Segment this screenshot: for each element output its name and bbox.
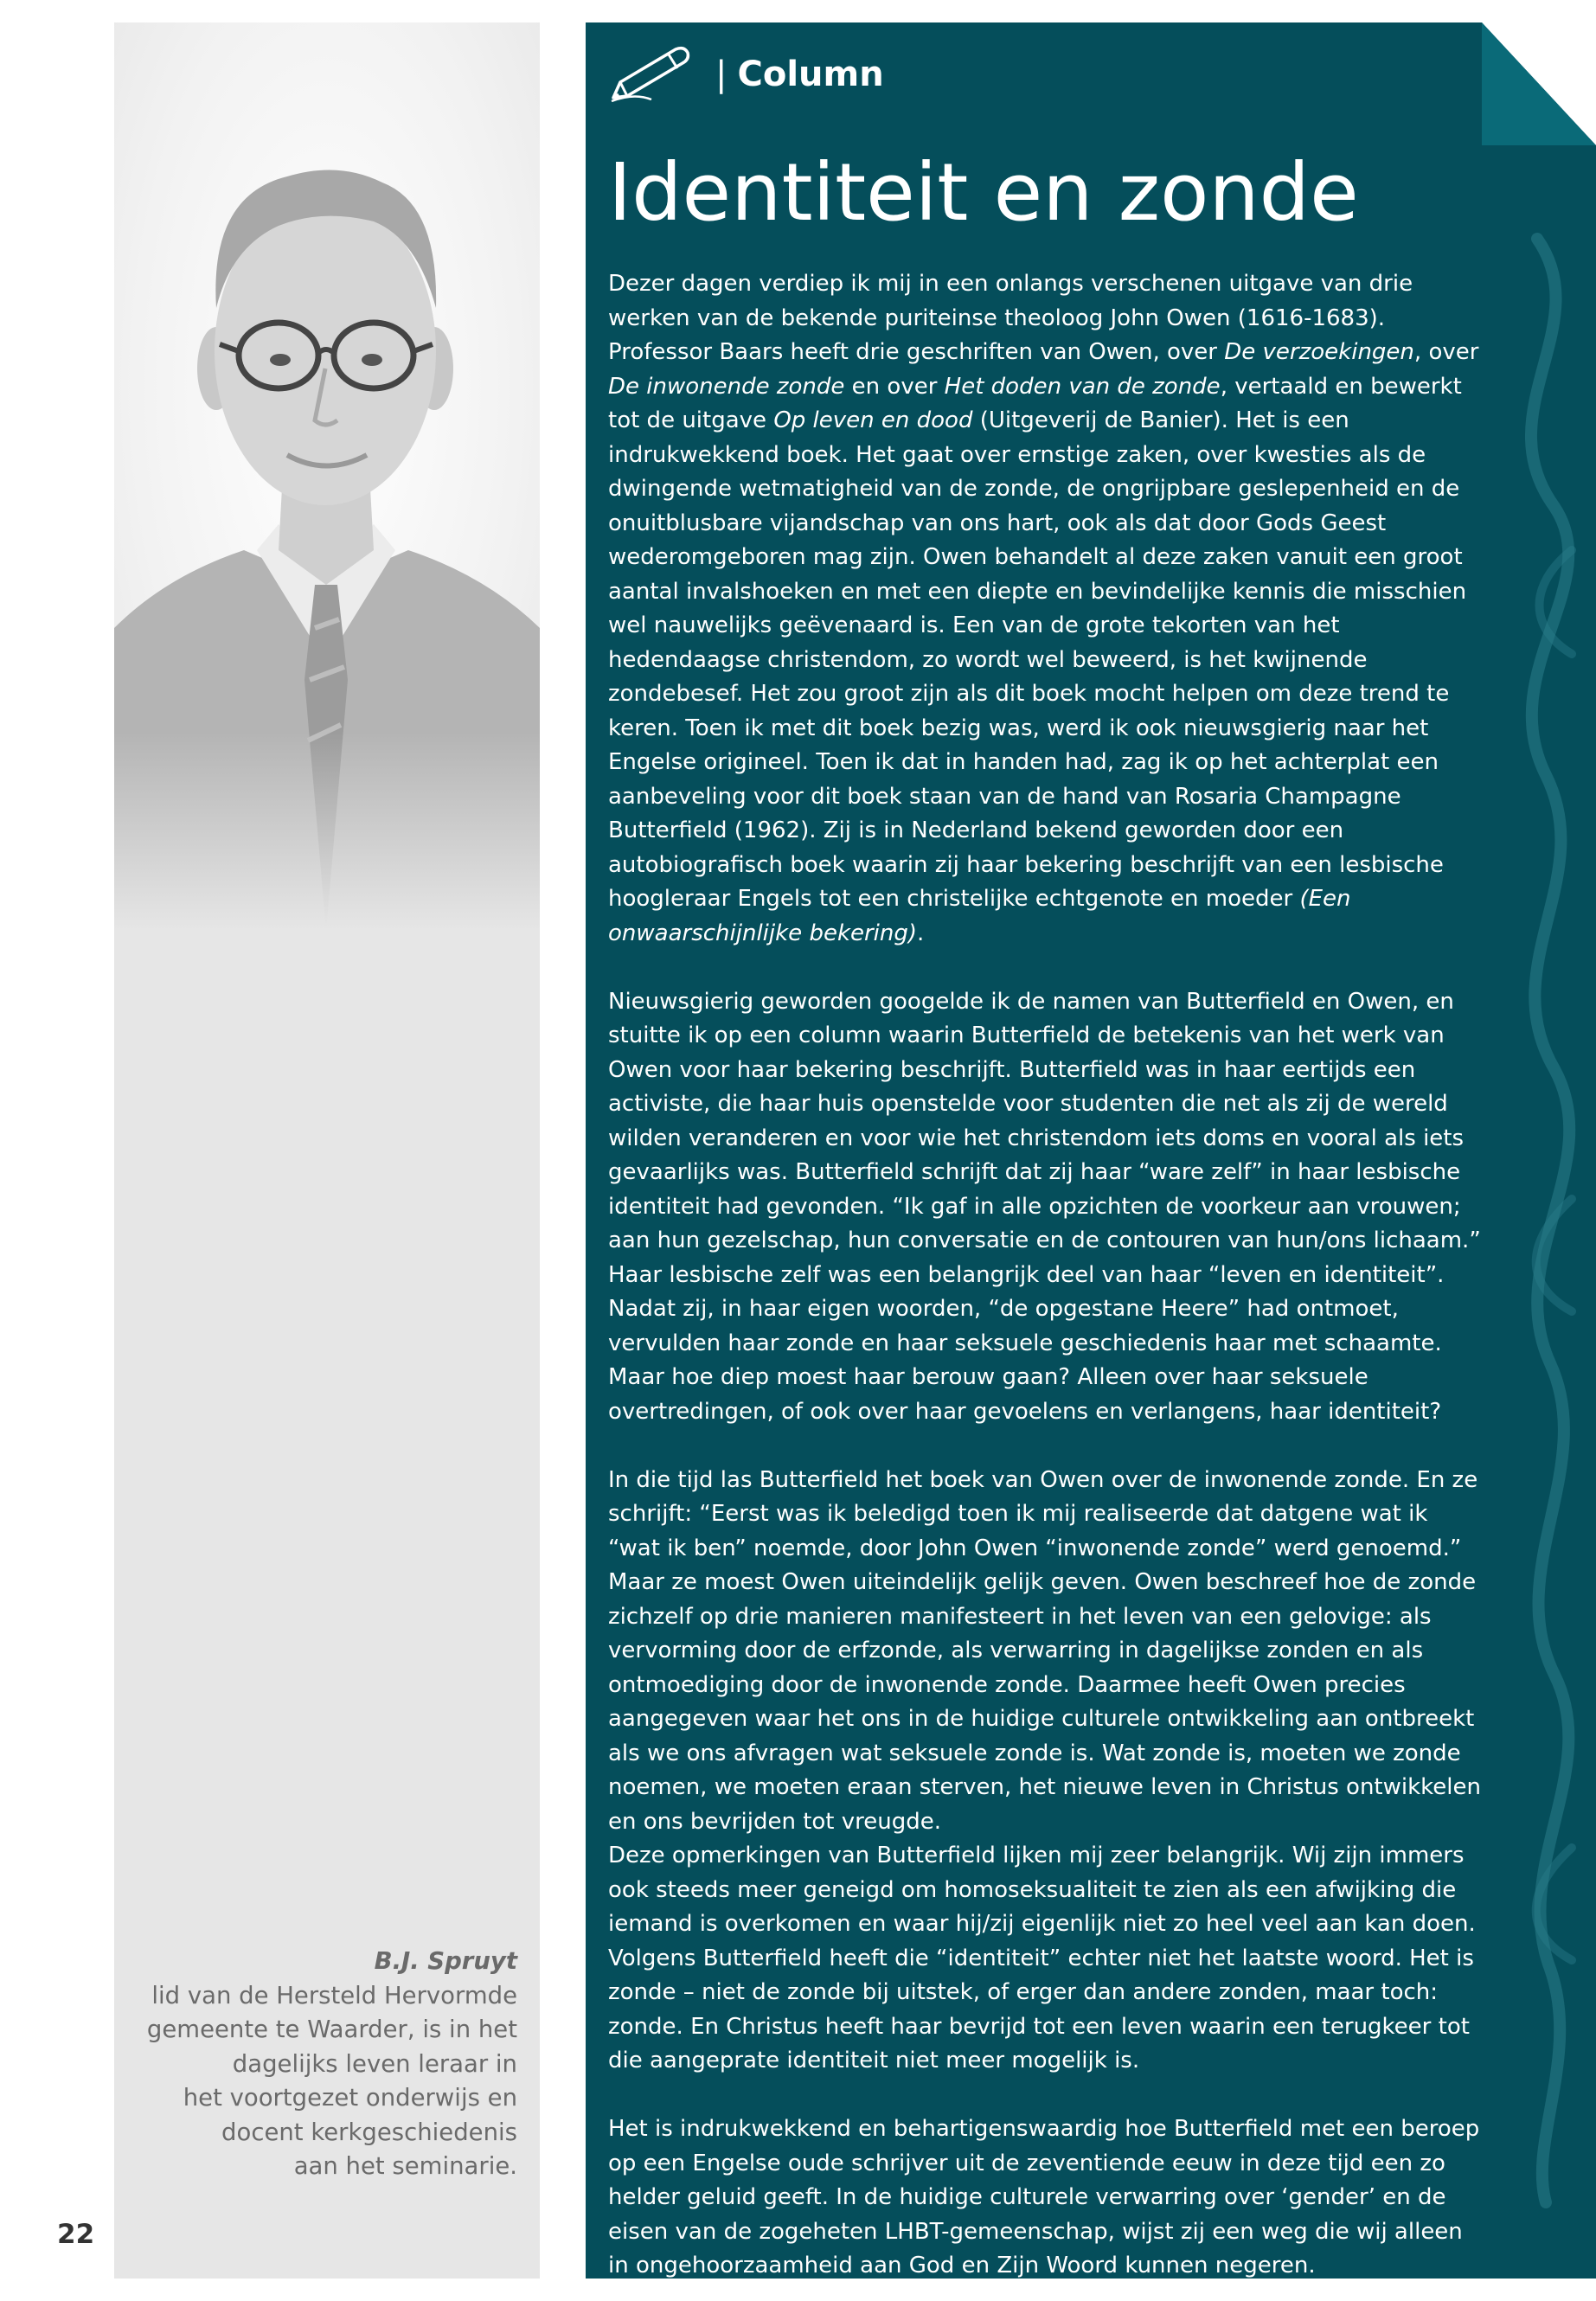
paragraph-4: Deze opmerkingen van Butterfield lijken mij zeer belangrijk. Wij zijn immers ook steeds meer geneigd om homoseksualiteit te zien als een afwijking die iemand is overkomen en waar hij/zij eigenlijk niet zo heel veel aan kan doen. Volgens Butterfield heeft die “identiteit” echter niet het laatste woord. Het is zonde – niet de zonde bij uitstek, of erger dan andere zonden, maar toch: zonde. En Christus heeft haar bevrijd tot een leven waarin een terugkeer tot die aangeprate identiteit niet meer mogelijk is. — [608, 1843, 1476, 2073]
article-title: Identiteit en zonde — [608, 146, 1359, 239]
paragraph-3: In die tijd las Butterfield het boek van Owen over de inwonende zonde. En ze schrijft: “Eerst was ik beledigd toen ik mij realiseerde dat datgene wat ik “wat ik ben” noemde, door John Owen “inwonende zonde” werd genoemd.” Maar ze moest Owen uiteindelijk gelijk geven. Owen beschreef hoe de zonde zichzelf op drie manieren manifesteert in het leven van een gelovige: als vervorming door de erfzonde, als verwarring in dagelijkse zonden en als ontmoediging door de inwonende zonde. Daarmee heeft Owen precies aangegeven waar het ons in de huidige culturele ontwikkeling aan ontbreekt als we ons afvragen wat seksuele zonde is. Wat zonde is, moeten we zonde noemen, we moeten eraan sterven, het nieuwe leven in Christus ontwikkelen en ons bevrijden tot vreugde. — [608, 1466, 1481, 1835]
article-panel — [586, 22, 1596, 2279]
pen-icon — [608, 44, 693, 105]
paragraph-1: Dezer dagen verdiep ik mij in een onlangs verschenen uitgave van drie werken van de bekende puriteinse theoloog John Owen (1616-1683). Professor Baars heeft drie geschriften van Owen, over De verzoekingen, over De inwonende zonde en over Het doden van de zonde, vertaald en bewerkt tot de uitgave Op leven en dood (Uitgeverij de Banier). Het is een indrukwekkend boek. Het gaat over ernstige zaken, over kwesties als de dwingende wetmatigheid van de zonde, de ongrijpbare geslepenheid en de onuitblusbare vijandschap van ons hart, ook als dat door Gods Geest wederomgeboren mag zijn. Owen behandelt al deze zaken vanuit een groot aantal invalshoeken en met een diepte en bevindelijke kennis die misschien wel nauwelijks geëvenaard is. Een van de grote tekorten van het hedendaagse christendom, zo wordt wel beweerd, is het kwijnende zondebesef. Het zou groot zijn als dit boek mocht helpen om deze trend te keren. Toen ik met dit boek bezig was, werd ik ook nieuwsgierig naar het Engelse origineel. Toen ik dat in handen had, zag ik op het achterplat een aanbeveling voor dit boek staan van de hand van Rosaria Champagne Butterfield (1962). Zij is in Nederland bekend geworden door een autobiografisch boek waarin zij haar bekering beschrijft van een lesbische hoogleraar Engels tot een christelijke echtgenote en moeder (Een onwaarschijnlijke bekering). — [608, 271, 1479, 946]
paragraph-5: Het is indrukwekkend en behartigenswaardig hoe Butterfield met een beroep op een Engelse oude schrijver uit de zeventiende eeuw in deze tijd een zo helder geluid geeft. In de huidige culturele verwarring over ‘gender’ en de eisen van de zogeheten LHBT-gemeenschap, wijst zij een weg die wij alleen in ongehoorzaamheid aan God en Zijn Woord kunnen negeren. — [608, 2116, 1480, 2279]
author-info — [137, 1945, 517, 2184]
paragraph-2: Nieuwsgierig geworden googelde ik de namen van Butterfield en Owen, en stuitte ik op een column waarin Butterfield de betekenis van het werk van Owen voor haar bekering beschrijft. Butterfield was in haar eertijds een activiste, die haar huis openstelde voor studenten die net als zij de wereld wilden veranderen en voor wie het christendom iets doms en vooral als iets gevaarlijks was. Butterfield schrijft dat zij haar “ware zelf” in haar lesbische identiteit had gevonden. “Ik gaf in alle opzichten de voorkeur aan vrouwen; aan hun gezelschap, hun conversatie en de contouren van hun/ons lichaam.” Haar lesbische zelf was een belangrijk deel van haar “leven en identiteit”. Nadat zij, in haar eigen woorden, “de opgestane Heere” had ontmoet, vervulden haar zonde en haar seksuele geschiedenis haar met schaamte. Maar hoe diep moest haar berouw gaan? Alleen over haar seksuele overtredingen, of ook over haar gevoelens en verlangens, haar identiteit? — [608, 988, 1481, 1425]
author-name: B.J. Spruyt — [374, 1947, 517, 1975]
author-portrait — [114, 22, 540, 931]
author-bio: lid van de Hersteld Hervormde gemeente te Waarder, is in het dagelijks leven leraar in het voortgezet onderwijs en docent kerkgeschiedenis aan het seminarie. — [146, 1981, 517, 2180]
decorative-swirl — [1477, 221, 1596, 2211]
section-label: | Column — [715, 54, 884, 94]
author-sidebar — [114, 22, 540, 2279]
page-number: 22 — [57, 2219, 95, 2250]
section-header — [608, 40, 884, 109]
corner-fold — [1482, 22, 1596, 145]
article-body — [608, 267, 1482, 2279]
